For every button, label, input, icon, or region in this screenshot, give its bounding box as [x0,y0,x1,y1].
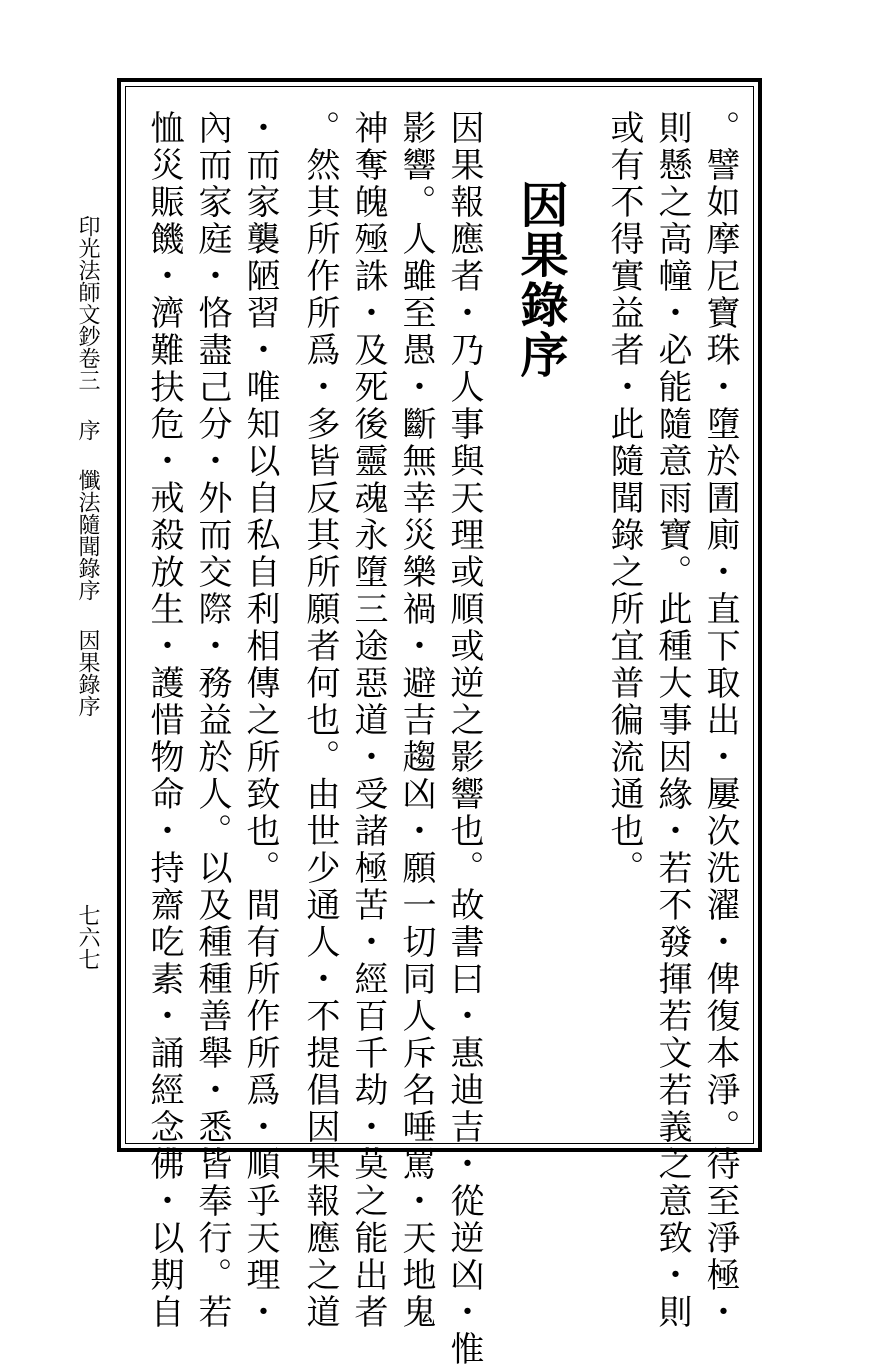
text-column-8: 。然其所作所爲・多皆反其所願者何也。由世少通人・不提倡因果報應之道 [300,110,340,1331]
text-column-11: 恤災賑饑・濟難扶危・戒殺放生・護惜物命・持齋吃素・誦經念佛・以期自 [144,110,184,1331]
text-column-6: 影響。人雖至愚・斷無幸災樂禍・避吉趨凶・願一切同人斥名唾罵・天地鬼 [396,110,436,1331]
text-column-7: 神奪魄殛誅・及死後靈魂永墮三途惡道・受諸極苦・經百千劫・莫之能出者 [348,110,388,1331]
current-chapter: 因果錄序 [75,629,100,717]
section-label: 序 [75,419,100,441]
book-title: 印光法師文鈔卷三 [75,215,100,391]
text-column-3: 或有不得實益者・此隨聞錄之所宜普徧流通也。 [604,110,644,887]
chapter-list: 懺法隨聞錄序 [75,469,100,601]
text-column-10: 內而家庭・恪盡己分・外而交際・務益於人。以及種種善舉・悉皆奉行。若 [192,110,232,1331]
text-column-1: 。譬如摩尼寶珠・墮於圊廁・直下取出・屢次洗濯・俾復本淨。待至淨極・ [700,110,740,1331]
text-column-2: 則懸之高幢・必能隨意雨寶。此種大事因緣・若不發揮若文若義之意致・則 [652,110,692,1331]
text-column-5: 因果報應者・乃人事與天理或順或逆之影響也。故書曰・惠迪吉・從逆凶・惟 [444,110,484,1368]
page-number: 七六七 [75,904,100,970]
section-title: 因果錄序 [512,180,568,380]
text-column-9: ・而家襲陋習・唯知以自私自利相傳之所致也。間有所作所爲・順乎天理・ [240,110,280,1331]
running-head [76,215,98,717]
